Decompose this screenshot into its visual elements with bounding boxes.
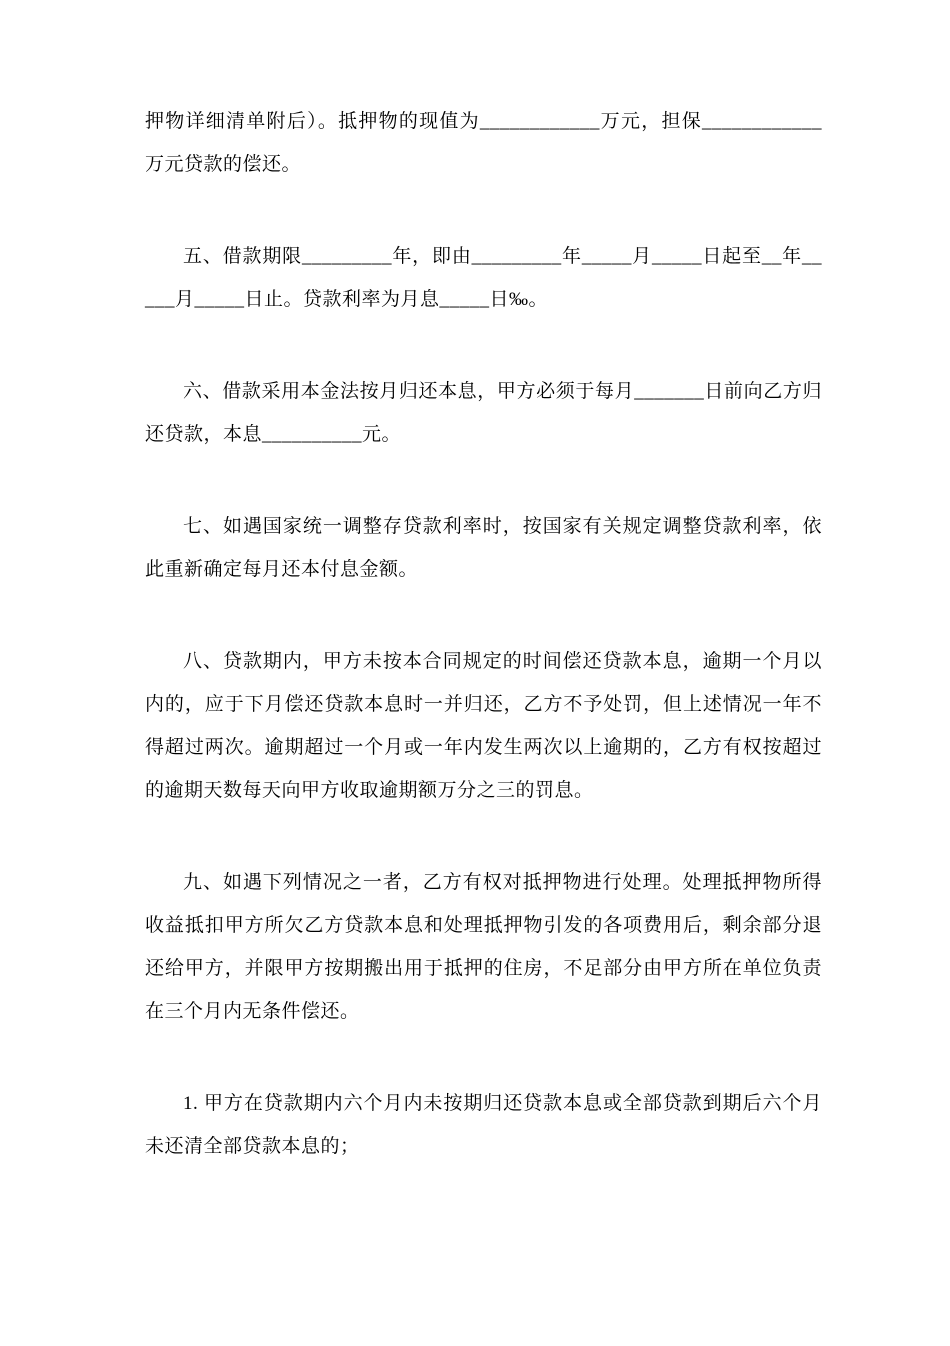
paragraph-clause-8: 八、贷款期内，甲方未按本合同规定的时间偿还贷款本息，逾期一个月以内的，应于下月偿还贷款本息时一并归还，乙方不予处罚，但上述情况一年不得超过两次。逾期超过一个月或一年内发生两次以上逾期的，乙方有权按超过的逾期天数每天向甲方收取逾期额万分之三的罚息。 [145,651,822,801]
paragraph-continuation-clause-4: 押物详细清单附后）。抵押物的现值为____________万元，担保____________万元贷款的偿还。 [145,111,822,175]
paragraph-clause-5: 五、借款期限_________年，即由_________年_____月_____日起至__年_____月_____日止。贷款利率为月息_____日‰。 [145,246,822,310]
paragraph-clause-6: 六、借款采用本金法按月归还本息，甲方必须于每月_______日前向乙方归还贷款，本息__________元。 [145,381,822,445]
paragraph-clause-7: 七、如遇国家统一调整存贷款利率时，按国家有关规定调整贷款利率，依此重新确定每月还本付息金额。 [145,516,822,580]
paragraph-clause-9-item-1: 1. 甲方在贷款期内六个月内未按期归还贷款本息或全部贷款到期后六个月未还清全部贷款本息的； [145,1093,822,1157]
paragraph-clause-9: 九、如遇下列情况之一者，乙方有权对抵押物进行处理。处理抵押物所得收益抵扣甲方所欠乙方贷款本息和处理抵押物引发的各项费用后，剩余部分退还给甲方，并限甲方按期搬出用于抵押的住房，不足部分由甲方所在单位负责在三个月内无条件偿还。 [145,872,822,1022]
